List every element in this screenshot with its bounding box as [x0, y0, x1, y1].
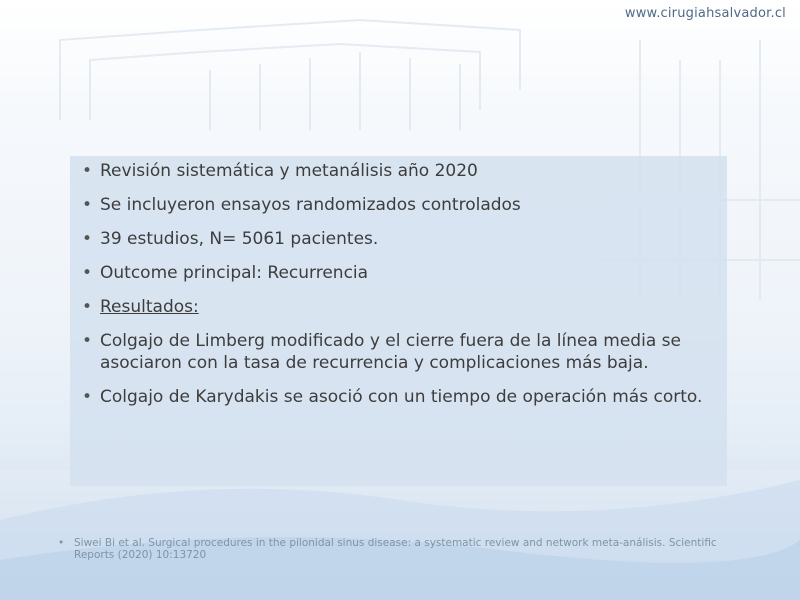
bullet-icon: •: [81, 229, 93, 249]
footnote-text: Siwei Bi et al. Surgical procedures in the pilonidal sinus disease: a systematic review and network meta-análisis. Scientific Reports (2020) 10:13720: [74, 537, 717, 561]
bullet-list: [80, 160, 713, 408]
content-box: [70, 156, 727, 486]
bullet-text: Revisión sistemática y metanálisis año 2020: [100, 161, 478, 181]
bullet-item: [80, 194, 713, 216]
bullet-item: [80, 262, 713, 284]
results-heading: Resultados:: [100, 297, 199, 317]
bullet-text: Se incluyeron ensayos randomizados controlados: [100, 195, 521, 215]
bullet-icon: •: [81, 331, 93, 351]
bullet-item: [80, 228, 713, 250]
bullet-text: Colgajo de Karydakis se asoció con un tiempo de operación más corto.: [100, 387, 703, 407]
bullet-icon: •: [81, 297, 93, 317]
bullet-item: [80, 386, 713, 408]
bullet-icon: •: [81, 263, 93, 283]
bullet-icon: •: [81, 195, 93, 215]
bullet-text: Outcome principal: Recurrencia: [100, 263, 369, 283]
site-watermark: www.cirugiahsalvador.cl: [624, 6, 786, 21]
bullet-text: 39 estudios, N= 5061 pacientes.: [100, 229, 379, 249]
bullet-icon: •: [81, 161, 93, 181]
reference-footnote: [58, 537, 758, 561]
footnote-bullet-icon: •: [58, 537, 65, 549]
bullet-item: [80, 330, 713, 374]
bullet-item: [80, 296, 713, 318]
bullet-icon: •: [81, 387, 93, 407]
bullet-item: [80, 160, 713, 182]
bullet-text: Colgajo de Limberg modificado y el cierre fuera de la línea media se asociaron con la tasa de recurrencia y complicaciones más baja.: [100, 331, 681, 373]
